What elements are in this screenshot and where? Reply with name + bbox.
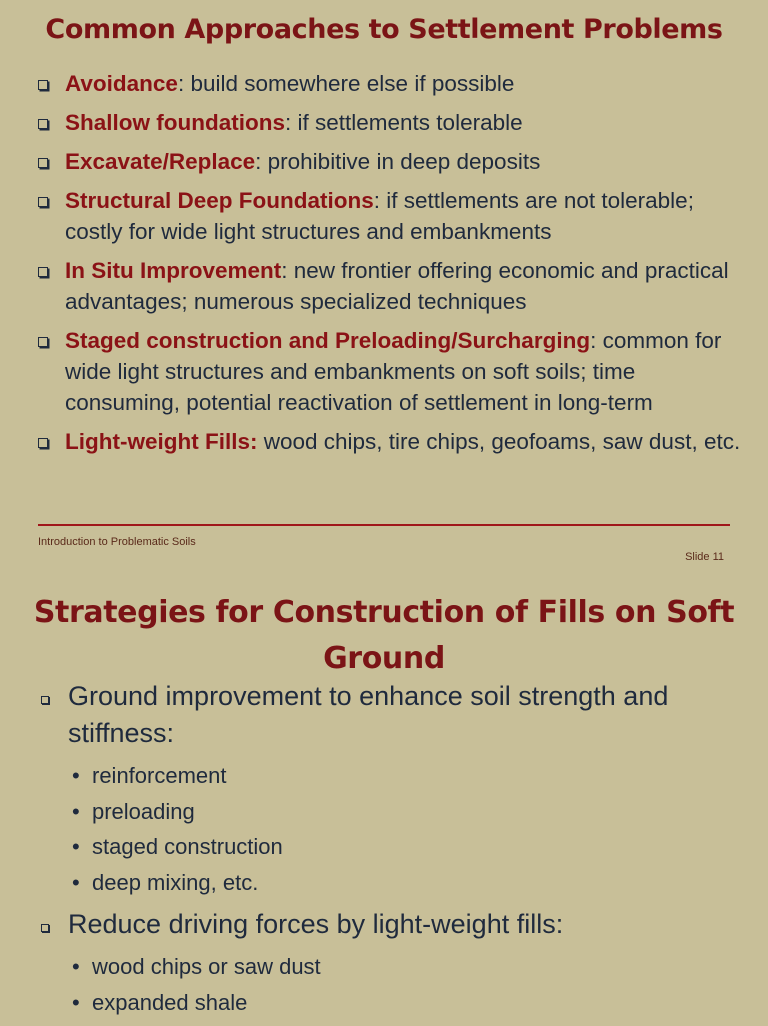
slide-number: Slide 11 (685, 551, 724, 563)
list-item (36, 146, 748, 177)
square-bullet-icon (38, 158, 48, 168)
dot-bullet-icon: • (72, 954, 80, 979)
sub-list-item (68, 829, 738, 865)
item-term: In Situ Improvement (65, 258, 282, 283)
item-term: Shallow foundations (65, 110, 285, 135)
item-text: wood chips, tire chips, geofoams, saw dust, etc. (257, 429, 741, 454)
sub-list-item (68, 794, 738, 830)
list-item (36, 426, 748, 457)
sub-item-text: expanded shale (92, 989, 248, 1015)
item-text: : build somewhere else if possible (177, 71, 515, 96)
list-item (38, 678, 738, 900)
sub-list (68, 949, 738, 1020)
slide-title: Common Approaches to Settlement Problems (45, 14, 723, 45)
item-text: : if settlements tolerable (285, 110, 523, 135)
item-text: : common for wide light structures and embankments on soft soils; time consuming, potential reactivation of settlement in long-term (65, 328, 722, 415)
square-bullet-icon (41, 924, 49, 932)
dot-bullet-icon: • (72, 989, 80, 1015)
sub-item-text: staged construction (92, 834, 283, 859)
footer-course-title: Introduction to Problematic Soils (38, 536, 196, 548)
sub-item-text: deep mixing, etc. (92, 869, 259, 895)
square-bullet-icon (38, 267, 48, 277)
settlement-approaches-list (36, 68, 748, 465)
square-bullet-icon (38, 337, 48, 347)
list-item (38, 906, 738, 1020)
slide-title-2: Strategies for Construction of Fills on Soft Ground (33, 595, 735, 676)
item-text: : prohibitive in deep deposits (255, 149, 541, 174)
item-term: Excavate/Replace (65, 149, 256, 174)
dot-bullet-icon: • (72, 869, 80, 895)
item-term: Structural Deep Foundations (65, 188, 374, 213)
sub-list-item (68, 758, 738, 794)
sub-list-item (68, 949, 738, 985)
item-term: Light-weight Fills: (65, 429, 258, 454)
square-bullet-icon (41, 696, 49, 704)
item-text: Reduce driving forces by light-weight fills: (68, 909, 564, 939)
list-item (36, 68, 748, 99)
list-item (36, 325, 748, 418)
fill-strategies-list (38, 678, 738, 1026)
dot-bullet-icon: • (72, 834, 80, 859)
dot-bullet-icon: • (72, 798, 80, 824)
sub-list-item (68, 985, 738, 1021)
sub-item-text: wood chips or saw dust (92, 954, 321, 979)
square-bullet-icon (38, 438, 48, 448)
square-bullet-icon (38, 119, 48, 129)
square-bullet-icon (38, 197, 48, 207)
item-text: : new frontier offering economic and practical advantages; numerous specialized techniques (65, 258, 729, 314)
sub-item-text: preloading (92, 798, 195, 824)
list-item (36, 185, 748, 247)
sub-list-item (68, 865, 738, 901)
item-term: Avoidance (65, 71, 178, 96)
list-item (36, 107, 748, 138)
list-item (36, 255, 748, 317)
item-term: Staged construction and Preloading/Surcharging (65, 328, 591, 353)
sub-list (68, 758, 738, 900)
sub-item-text: reinforcement (92, 763, 227, 788)
dot-bullet-icon: • (72, 763, 80, 788)
item-text: : if settlements are not tolerable; costly for wide light structures and embankments (65, 188, 694, 244)
item-text: Ground improvement to enhance soil strength and stiffness: (68, 681, 669, 748)
footer-divider (38, 524, 730, 526)
square-bullet-icon (38, 80, 48, 90)
